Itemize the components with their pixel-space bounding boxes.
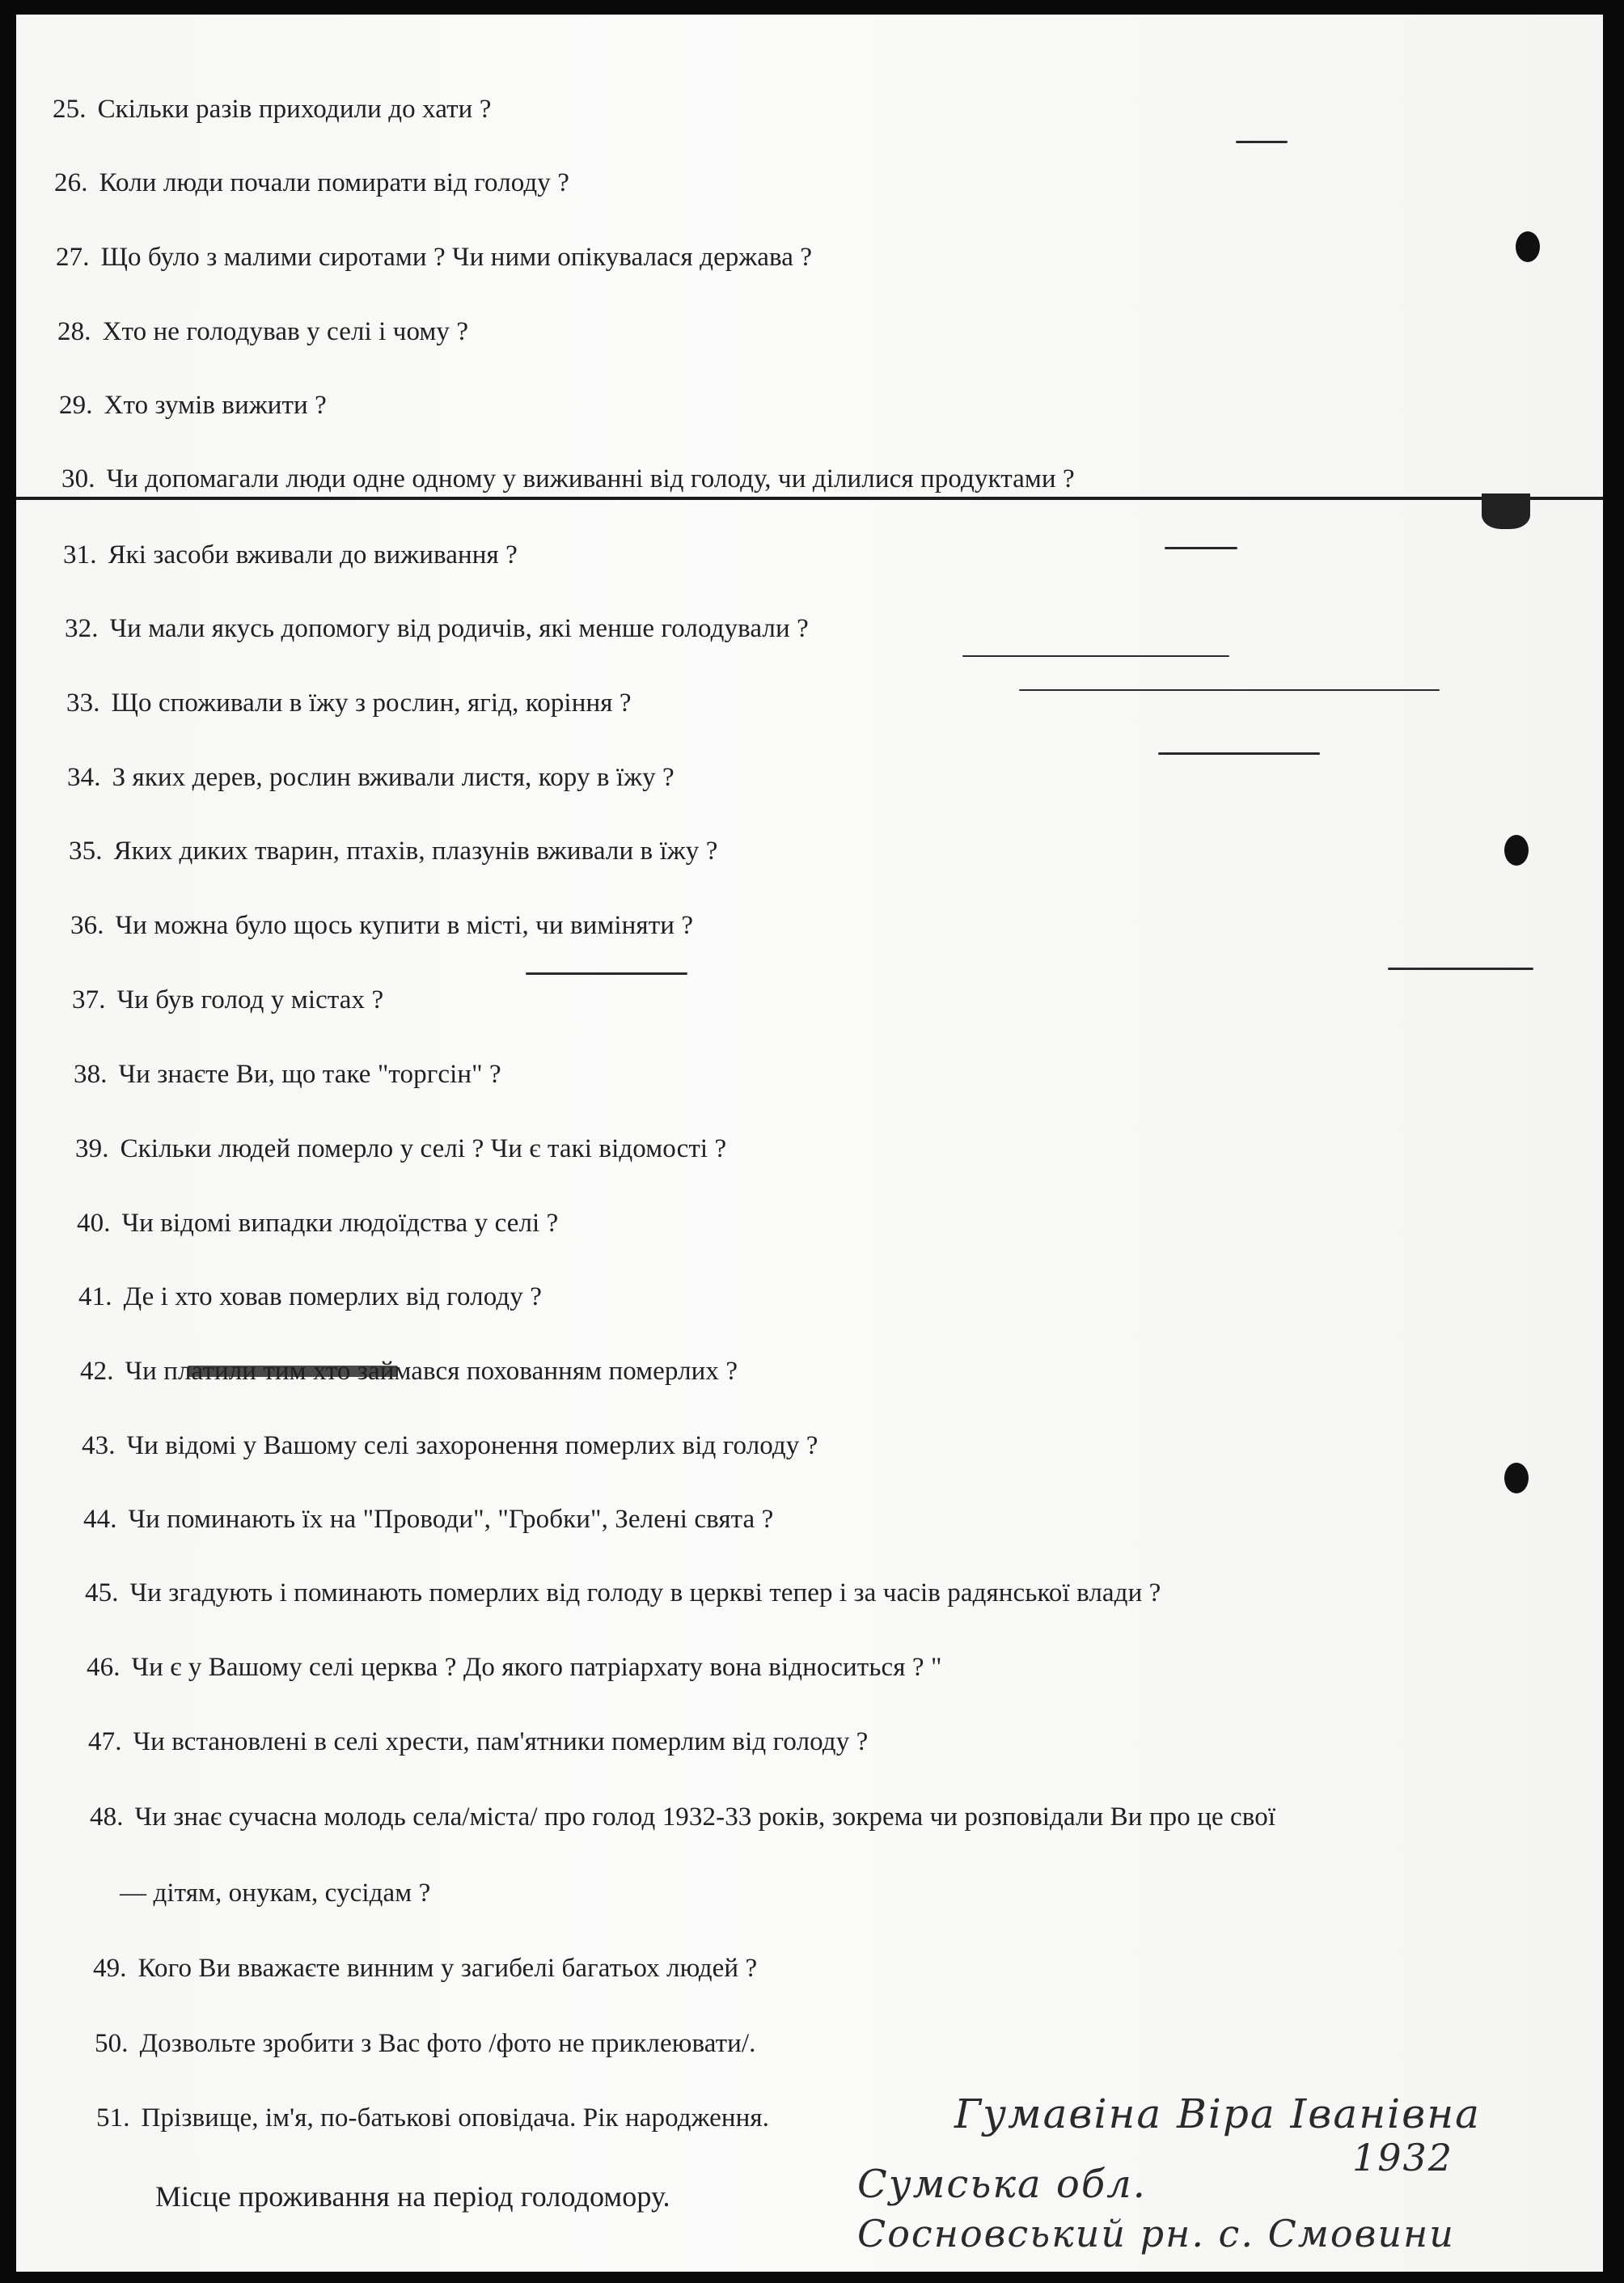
question-text: Хто зумів вижити ?: [104, 391, 327, 420]
question-number: 45.: [85, 1578, 119, 1607]
fold-tear-mark: [1482, 493, 1530, 529]
question-49: [93, 1954, 757, 1984]
question-text: Хто не голодував у селі і чому ?: [102, 317, 469, 346]
question-41: [78, 1282, 542, 1312]
handwritten-year: 1932: [1352, 2136, 1454, 2179]
question-number: 29.: [59, 391, 93, 420]
question-51: [96, 2103, 769, 2133]
question-number: 31.: [63, 540, 97, 570]
question-32: [65, 614, 809, 644]
question-number: 36.: [70, 911, 104, 940]
question-48-continuation: [120, 1878, 430, 1908]
question-text: Що було з малими сиротами ? Чи ними опікувалася держава ?: [100, 243, 813, 272]
question-number: 26.: [54, 168, 88, 197]
question-number: 27.: [56, 243, 90, 272]
question-number: 46.: [87, 1653, 121, 1682]
handwritten-district: Сосновський рн. с. Смовини: [857, 2212, 1455, 2255]
punch-hole: [1516, 231, 1540, 262]
question-43: [82, 1431, 818, 1461]
question-text: — дітям, онукам, сусідам ?: [120, 1878, 431, 1908]
stray-mark: [1165, 547, 1237, 549]
question-42: [80, 1357, 738, 1387]
question-number: 30.: [61, 464, 95, 493]
stray-mark: [1388, 968, 1533, 970]
question-44: [83, 1505, 773, 1535]
question-number: 33.: [66, 688, 100, 718]
question-48: [90, 1802, 1275, 1832]
question-number: 38.: [74, 1060, 108, 1089]
fold-line: [16, 497, 1603, 500]
punch-hole: [1504, 835, 1529, 866]
question-28: [57, 317, 468, 347]
question-number: 39.: [75, 1134, 109, 1163]
question-number: 32.: [65, 614, 99, 643]
question-38: [74, 1060, 501, 1090]
question-number: 25.: [53, 95, 87, 124]
stray-mark: [526, 972, 687, 975]
question-text: Чи можна було щось купити в місті, чи виміняти ?: [115, 911, 694, 940]
question-46: [87, 1653, 942, 1683]
question-29: [59, 391, 327, 421]
question-text: Чи мали якусь допомогу від родичів, які менше голодували ?: [109, 614, 809, 643]
question-text: Чи був голод у містах ?: [116, 985, 384, 1014]
question-number: 51.: [96, 2103, 130, 2133]
question-number: 49.: [93, 1954, 127, 1983]
question-number: 47.: [88, 1727, 122, 1756]
question-50: [95, 2029, 756, 2059]
question-39: [75, 1134, 726, 1164]
question-text: Чи встановлені в селі хрести, пам'ятники померлим від голоду ?: [133, 1727, 869, 1756]
question-text: Які засоби вживали до виживання ?: [108, 540, 518, 570]
question-number: 42.: [80, 1357, 114, 1386]
question-30: [61, 464, 1075, 494]
question-25: [53, 95, 492, 125]
question-31: [63, 540, 518, 570]
question-text: Чи допомагали люди одне одному у виживанні від голоду, чи ділилися продуктами ?: [106, 464, 1075, 493]
question-number: 50.: [95, 2029, 129, 2058]
handwritten-name: Гумавіна Віра Іванівна: [954, 2090, 1481, 2137]
question-text: Чи поминають їх на "Проводи", "Гробки", Зелені свята ?: [128, 1505, 774, 1534]
question-number: 48.: [90, 1802, 124, 1832]
question-text: Де і хто ховав померлих від голоду ?: [123, 1282, 542, 1311]
question-text: Чи знаєте Ви, що таке "торгсін" ?: [118, 1060, 501, 1089]
question-number: 40.: [77, 1209, 111, 1238]
question-text: З яких дерев, рослин вживали листя, кору в їжу ?: [112, 763, 675, 792]
question-47: [88, 1727, 868, 1757]
question-text: Скільки разів приходили до хати ?: [97, 95, 492, 124]
stray-mark: [1158, 752, 1320, 755]
question-33: [66, 688, 632, 718]
question-text: Чи знає сучасна молодь села/міста/ про голод 1932-33 років, зокрема чи розповідали Ви про це свої: [134, 1802, 1276, 1832]
questionnaire-page: [16, 15, 1603, 2272]
question-number: 43.: [82, 1431, 116, 1460]
question-text: Чи платили тим хто займався похованням померлих ?: [125, 1357, 738, 1386]
stray-mark: [1019, 689, 1440, 691]
question-text: Яких диких тварин, птахів, плазунів вживали в їжу ?: [113, 837, 718, 866]
question-text: Чи відомі у Вашому селі захоронення померлих від голоду ?: [126, 1431, 818, 1460]
question-text: Чи відомі випадки людоїдства у селі ?: [121, 1209, 559, 1238]
stray-mark: [1236, 141, 1288, 143]
question-text: Чи згадують і поминають померлих від голоду в церкві тепер і за часів радянської влади ?: [129, 1578, 1161, 1607]
punch-hole: [1504, 1463, 1529, 1493]
question-27: [56, 243, 812, 273]
question-35: [69, 837, 717, 866]
handwritten-region: Сумська обл.: [857, 2162, 1147, 2207]
question-text: Коли люди почали помирати від голоду ?: [99, 168, 570, 197]
question-36: [70, 911, 693, 941]
question-number: 34.: [67, 763, 101, 792]
question-number: 35.: [69, 837, 103, 866]
question-number: 41.: [78, 1282, 112, 1311]
question-text: Скільки людей померло у селі ? Чи є такі відомості ?: [120, 1134, 727, 1163]
question-45: [85, 1578, 1161, 1608]
stray-mark: [962, 655, 1229, 657]
residence-label: Місце проживання на період голодомору.: [155, 2180, 670, 2213]
question-34: [67, 763, 675, 793]
question-40: [77, 1209, 558, 1239]
question-text: Кого Ви вважаєте винним у загибелі багатьох людей ?: [137, 1954, 758, 1983]
question-26: [54, 168, 569, 198]
question-37: [72, 985, 383, 1015]
question-number: 44.: [83, 1505, 117, 1534]
question-number: 37.: [72, 985, 106, 1014]
question-text: Що споживали в їжу з рослин, ягід, коріння ?: [111, 688, 632, 718]
question-text: Прізвище, ім'я, по-батькові оповідача. Рік народження.: [141, 2103, 770, 2133]
question-text: Дозвольте зробити з Вас фото /фото не приклеювати/.: [139, 2029, 756, 2058]
question-text: Чи є у Вашому селі церква ? До якого патріархату вона відноситься ? ": [131, 1653, 942, 1682]
question-number: 28.: [57, 317, 91, 346]
